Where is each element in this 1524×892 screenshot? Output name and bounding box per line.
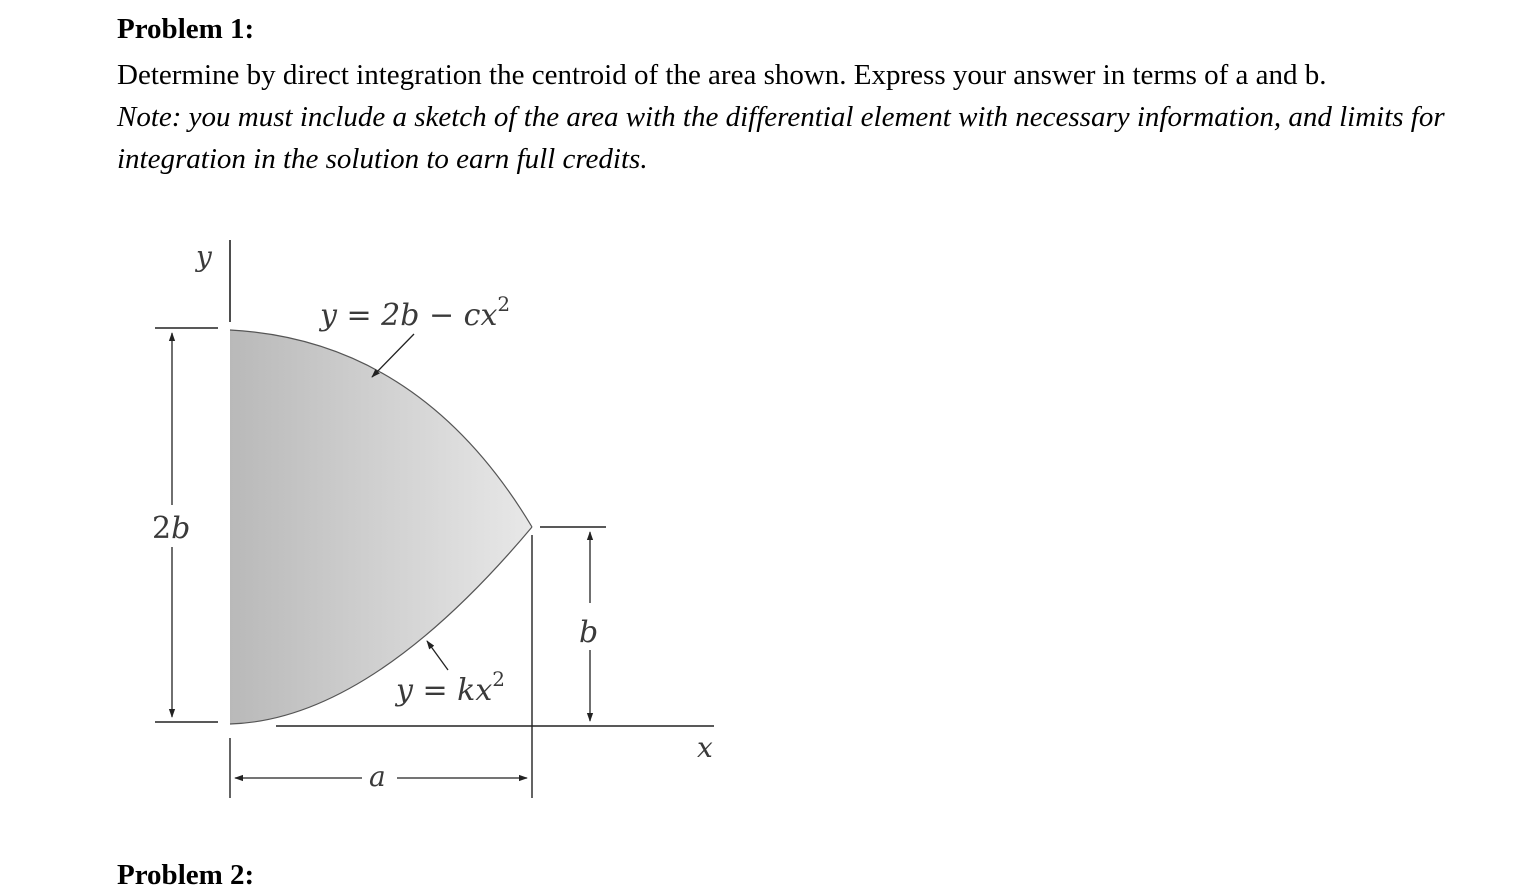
lower-curve-label: $y = kx^2$ xyxy=(396,667,505,708)
problem-1-note: Note: you must include a sketch of the area with the differential element with necessary information, and limits for integration in the solution to earn full credits. xyxy=(117,101,1445,175)
y-axis-label: y xyxy=(196,240,212,273)
problem-1-statement: Determine by direct integration the centroid of the area shown. Express your answer in terms of a and b. xyxy=(117,59,1327,91)
width-dimension-label: a xyxy=(369,760,386,793)
height-dimension-label: 2b xyxy=(152,511,191,546)
problem-1-heading: Problem 1: xyxy=(117,13,255,45)
tip-height-dimension-label: b xyxy=(579,615,599,650)
problem-2-heading: Problem 2: xyxy=(117,859,255,891)
x-axis-label: x xyxy=(697,731,713,764)
upper-curve-leader-arrow xyxy=(372,334,414,377)
shaded-area-region xyxy=(230,330,532,724)
upper-curve-label: $y = 2b - cx^2$ xyxy=(320,292,511,333)
lower-curve-leader-arrow xyxy=(427,641,448,670)
